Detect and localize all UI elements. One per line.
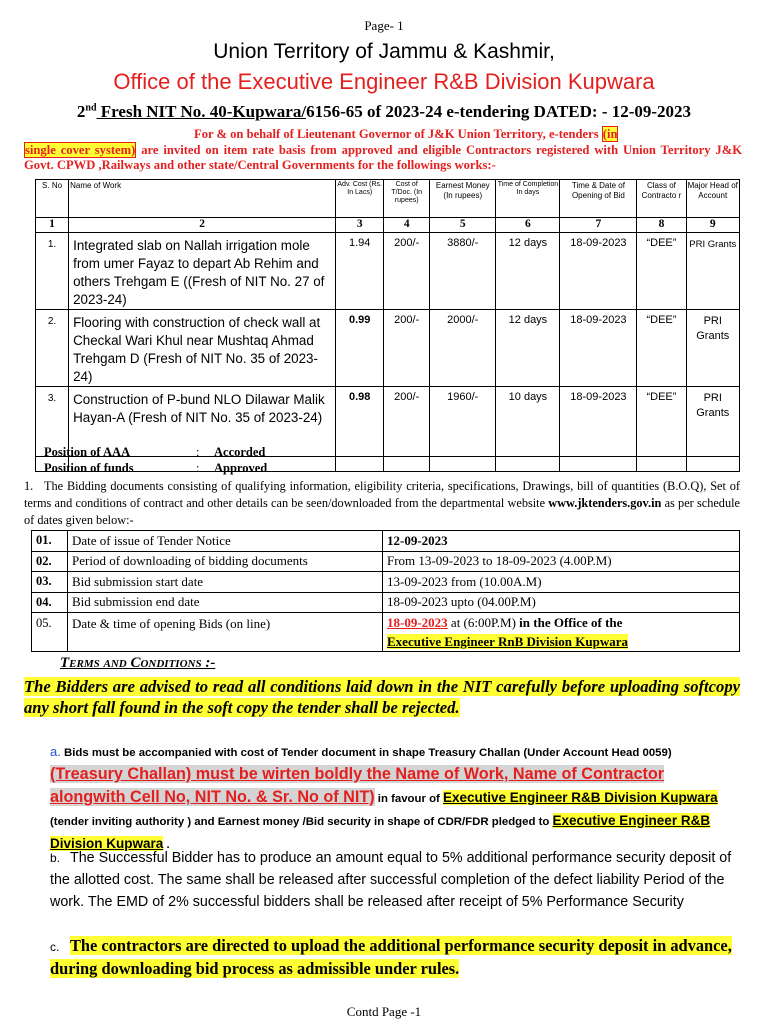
works-table: [35, 179, 740, 472]
cell-emd: 1960/-: [430, 387, 496, 457]
nit-mid: Fresh NIT No. 40-Kupwara/: [96, 102, 307, 121]
cell-head: PRI Grants: [686, 233, 739, 310]
para1-tail: as per schedule of dates given below:-: [24, 496, 740, 527]
bidding-docs-paragraph: [24, 478, 740, 529]
term-a: [50, 741, 740, 856]
funds-label: Position of funds: [44, 461, 134, 475]
col-num: 7: [560, 218, 637, 233]
term-a-text3: (tender inviting authority ) and Earnest money /Bid security in shape of CDR/FDR pledged to: [50, 816, 553, 828]
terms-advise: [24, 676, 740, 718]
schedule-event: Bid submission end date: [68, 592, 383, 613]
intro-boxed-2: single cover system): [25, 142, 136, 157]
schedule-value: 13-09-2023 from (10.00A.M): [383, 572, 740, 593]
schedule-row: [32, 592, 740, 613]
schedule-no: 03.: [32, 572, 68, 593]
term-b: [50, 847, 740, 913]
cell-head: PRI Grants: [686, 387, 739, 457]
schedule-value: 12-09-2023: [383, 531, 740, 552]
schedule-value: [383, 613, 740, 652]
col-num: 4: [384, 218, 430, 233]
th-doc-cost: Cost of T/Doc. (In rupees): [384, 180, 430, 218]
terms-heading: Terms and Conditions :-: [60, 655, 216, 671]
opening-office: Executive Engineer RnB Division Kupwara: [387, 634, 629, 649]
th-time: Time of Completion In days: [496, 180, 560, 218]
schedule-row: [32, 551, 740, 572]
schedule-row: [32, 613, 740, 652]
cell-adv-cost: 1.94: [336, 233, 384, 310]
cell-opening: 18-09-2023: [560, 387, 637, 457]
cell-work: Construction of P-bund NLO Dilawar Malik Hayan-A (Fresh of NIT No. 35 of 2023-24): [69, 387, 336, 457]
table-row: [36, 310, 740, 387]
cell-adv-cost: 0.99: [336, 310, 384, 387]
th-emd: Earnest Money (In rupees): [430, 180, 496, 218]
schedule-event: Bid submission start date: [68, 572, 383, 593]
schedule-event: Date of issue of Tender Notice: [68, 531, 383, 552]
aaa-value: Accorded: [214, 445, 266, 459]
schedule-no: 05.: [32, 613, 68, 652]
col-number-row: [36, 218, 740, 233]
cell-adv-cost: 0.98: [336, 387, 384, 457]
term-a-marker: a.: [50, 744, 61, 759]
nit-sup: nd: [85, 102, 97, 114]
col-num: 5: [430, 218, 496, 233]
col-num: 1: [36, 218, 69, 233]
col-num: 9: [686, 218, 739, 233]
cell-sno: 2.: [36, 310, 69, 387]
aaa-colon: :: [196, 445, 200, 459]
cell-work: Integrated slab on Nallah irrigation mole from umer Fayaz to depart Ab Rehim and others Trehgam E ((Fresh of NIT No. 27 of 2023-24): [69, 233, 336, 310]
schedule-no: 04.: [32, 592, 68, 613]
aaa-label: Position of AAA: [44, 445, 131, 459]
cell-time: 12 days: [496, 233, 560, 310]
table-row: [36, 233, 740, 310]
cell-class: “DEE”: [637, 233, 686, 310]
th-sno: S. No: [36, 180, 69, 218]
term-c: [50, 935, 740, 980]
cell-head: PRI Grants: [686, 310, 739, 387]
nit-prefix: 2: [76, 102, 86, 121]
para1-number: 1.: [24, 479, 34, 493]
col-num: 8: [637, 218, 686, 233]
website-link[interactable]: www.jktenders.gov.in: [548, 496, 662, 510]
cell-sno: 3.: [36, 387, 69, 457]
col-num: 6: [496, 218, 560, 233]
opening-place: in the Office of the: [519, 615, 623, 630]
ut-title: Union Territory of Jammu & Kashmir,: [213, 40, 555, 63]
cell-sno: 1.: [36, 233, 69, 310]
term-a-office-1: Executive Engineer R&B Division Kupwara: [443, 790, 718, 805]
funds-value: Approved: [214, 461, 268, 475]
schedule-event: Date & time of opening Bids (on line): [68, 613, 383, 652]
works-header-row: [36, 180, 740, 218]
position-aaa: [44, 445, 265, 460]
cell-emd: 2000/-: [430, 310, 496, 387]
continued-note: Contd Page -1: [346, 1004, 422, 1019]
nit-title: [0, 102, 768, 122]
intro-paragraph: [24, 127, 742, 174]
schedule-event: Period of downloading of bidding documents: [68, 551, 383, 572]
para1-text: The Bidding documents consisting of qualifying information, eligibility criteria, specifications, Drawings, bill of quantities (B.O.Q), Set of terms and conditions of contract and other details can be seen/downloaded from the departmental website: [24, 479, 740, 510]
term-a-text1: Bids must be accompanied with cost of Tender document in shape Treasury Challan (Under Account Head 0059): [64, 747, 672, 759]
th-work: Name of Work: [69, 180, 336, 218]
term-a-challan-note: (Treasury Challan) must be wirten boldly the Name of Work, Name of Contractor alongwith Cell No, NIT No. & Sr. No of NIT): [50, 765, 665, 806]
term-c-marker: c.: [50, 940, 60, 954]
term-b-marker: b.: [50, 851, 61, 865]
th-class: Class of Contracto r: [637, 180, 686, 218]
page-number: Page- 1: [364, 18, 404, 33]
cell-class: “DEE”: [637, 387, 686, 457]
th-adv-cost: Adv. Cost (Rs. In Lacs): [336, 180, 384, 218]
cell-time: 12 days: [496, 310, 560, 387]
schedule-table: [31, 530, 740, 652]
opening-time: at (6:00P.M): [447, 615, 520, 630]
nit-ref: 6156-65: [306, 102, 363, 121]
schedule-no: 01.: [32, 531, 68, 552]
nit-suffix: of 2023-24 e-tendering DATED: - 12-09-2023: [362, 102, 692, 121]
cell-work: Flooring with construction of check wall at Checkal Wari Khul near Mushtaq Ahmad Trehgam D (Fresh of NIT No. 35 of 2023-24): [69, 310, 336, 387]
cell-time: 10 days: [496, 387, 560, 457]
col-num: 3: [336, 218, 384, 233]
schedule-no: 02.: [32, 551, 68, 572]
cell-class: “DEE”: [637, 310, 686, 387]
intro-part1: For & on behalf of Lieutenant Governor of J&K Union Territory, e-tenders: [194, 127, 602, 141]
cell-emd: 3880/-: [430, 233, 496, 310]
intro-part2: are invited on item rate basis from approved and eligible Contractors registered with Union Territory J&K Govt. CPWD ,Railways and other state/Central Governments for the followings works:-: [24, 142, 742, 172]
cell-doc-cost: 200/-: [384, 233, 430, 310]
term-b-text: The Successful Bidder has to produce an amount equal to 5% additional performance security deposit of the allotted cost. The same shall be released after successful completion of the defect liability Period of the work. The EMD of 2% successful bidders shall be released after receipt of 5% Performance Security: [50, 850, 732, 910]
schedule-row: [32, 531, 740, 552]
term-a-text2: in favour of: [374, 793, 443, 805]
cell-opening: 18-09-2023: [560, 233, 637, 310]
position-funds: [44, 461, 267, 476]
advise-text: The Bidders are advised to read all conditions laid down in the NIT carefully before uploading softcopy any short fall found in the soft copy the tender shall be rejected.: [24, 677, 740, 717]
funds-colon: :: [196, 461, 200, 475]
term-a-office-2: Executive Engineer R&B Division Kupwara: [50, 813, 711, 851]
schedule-value: 18-09-2023 upto (04.00P.M): [383, 592, 740, 613]
th-head: Major Head of Account: [686, 180, 739, 218]
th-opening: Time & Date of Opening of Bid: [560, 180, 637, 218]
col-num: 2: [69, 218, 336, 233]
cell-doc-cost: 200/-: [384, 387, 430, 457]
cell-opening: 18-09-2023: [560, 310, 637, 387]
term-a-text4: .: [163, 839, 170, 851]
term-c-text: The contractors are directed to upload the additional performance security deposit in advance, during downloading bid process as admissible under rules.: [50, 936, 732, 978]
office-title: Office of the Executive Engineer R&B Division Kupwara: [113, 69, 655, 94]
cell-doc-cost: 200/-: [384, 310, 430, 387]
schedule-value: From 13-09-2023 to 18-09-2023 (4.00P.M): [383, 551, 740, 572]
intro-boxed-1: (in: [602, 127, 618, 141]
schedule-row: [32, 572, 740, 593]
opening-date: 18-09-2023: [387, 615, 448, 630]
